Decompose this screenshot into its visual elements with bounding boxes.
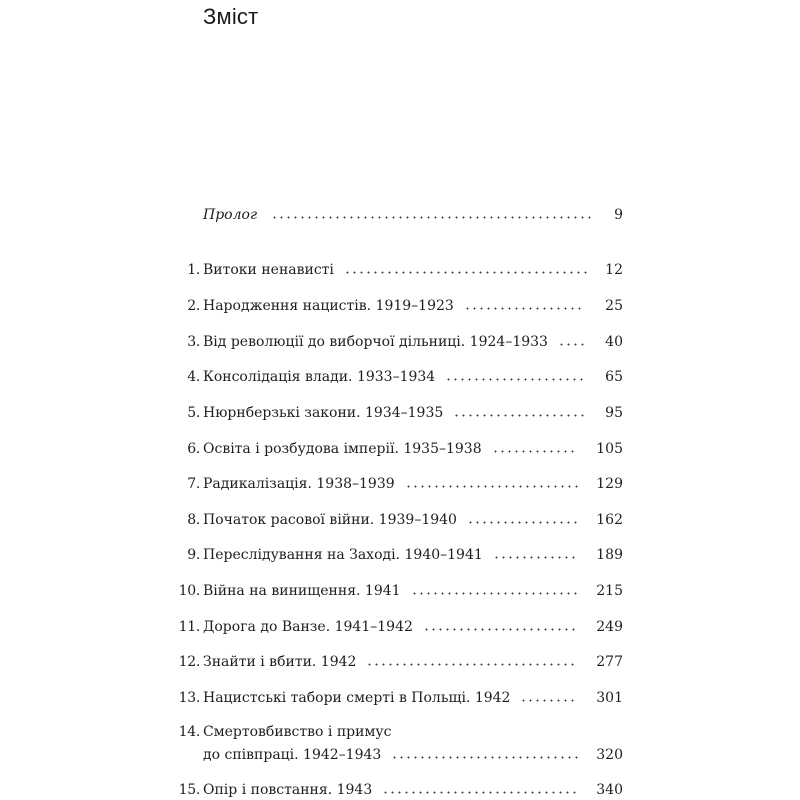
dot-leader — [405, 485, 580, 488]
dot-leader — [423, 628, 577, 631]
toc-entry-line — [203, 332, 623, 352]
toc-entry-title: Радикалізація. 1938–1939 — [203, 476, 395, 492]
dot-leader — [520, 699, 576, 702]
toc-entry-page: 129 — [596, 476, 623, 492]
toc-entry-page: 301 — [596, 690, 623, 706]
dot-leader — [344, 271, 589, 274]
dot-leader — [464, 307, 583, 310]
toc-entry-number: 12. — [178, 654, 200, 670]
toc-entry-page: 9 — [614, 207, 623, 223]
toc-entry-number: 5. — [187, 405, 200, 421]
dot-leader — [391, 756, 580, 759]
toc-entry-title: Нацистські табори смерті в Польщі. 1942 — [203, 690, 511, 706]
toc-entry-line — [203, 474, 623, 494]
dot-leader — [492, 450, 576, 453]
dot-leader — [467, 521, 579, 524]
toc-entry-page: 105 — [596, 441, 623, 457]
toc-entry-line — [203, 545, 623, 565]
toc-entry-number: 10. — [178, 583, 200, 599]
toc-entry-line — [203, 296, 623, 316]
toc-entry-title: Війна на винищення. 1941 — [203, 583, 401, 599]
toc-entry-title: Консолідація влади. 1933–1934 — [203, 369, 436, 385]
toc-entry-title: Освіта і розбудова імперії. 1935–1938 — [203, 441, 482, 457]
toc-entry-title: Нюрнберзькі закони. 1934–1935 — [203, 405, 444, 421]
dot-leader — [453, 414, 586, 417]
toc-entry-page: 12 — [605, 262, 623, 278]
toc-entry-page: 277 — [596, 654, 623, 670]
toc-entry-line-2 — [203, 745, 623, 765]
toc-entry-page: 249 — [596, 619, 623, 635]
toc-entry-page: 189 — [596, 547, 623, 563]
toc-entry-title: Смертовбивство і примус — [203, 724, 392, 740]
toc-entry-title: Пролог — [203, 207, 258, 223]
toc-entry-number: 11. — [178, 619, 200, 635]
dot-leader — [445, 378, 585, 381]
toc-entry-line — [203, 510, 623, 530]
toc-entry-page: 340 — [596, 782, 623, 798]
toc-entry-number: 9. — [187, 547, 200, 563]
toc-entry-number: 15. — [178, 782, 200, 798]
toc-entry-number: 3. — [187, 334, 200, 350]
toc-entry-title: Переслідування на Заході. 1940–1941 — [203, 547, 483, 563]
toc-entry-line — [203, 260, 623, 280]
dot-leader — [366, 663, 576, 666]
dot-leader — [382, 791, 578, 794]
toc-entry-number: 6. — [187, 441, 200, 457]
toc-entry-line — [203, 439, 623, 459]
page-title: Зміст — [203, 4, 259, 29]
toc-entry-title: Початок расової війни. 1939–1940 — [203, 512, 457, 528]
toc-entry-title: Від революції до виборчої дільниці. 1924–1933 — [203, 334, 548, 350]
toc-entry-line — [203, 205, 623, 225]
toc-entry-title: Витоки ненависті — [203, 262, 334, 278]
toc-entry-title: Знайти і вбити. 1942 — [203, 654, 357, 670]
toc-entry-line — [203, 367, 623, 387]
toc-entry-number: 8. — [187, 512, 200, 528]
toc-entry-number: 7. — [187, 476, 200, 492]
toc-entry-line — [203, 780, 623, 800]
toc-entry-line — [203, 722, 623, 742]
toc-entry-number: 13. — [178, 690, 200, 706]
toc-entry-line — [203, 403, 623, 423]
toc-entry-page: 95 — [605, 405, 623, 421]
toc-entry-page: 65 — [605, 369, 623, 385]
toc-entry-line — [203, 617, 623, 637]
toc-entry-page: 162 — [596, 512, 623, 528]
toc-entry-number: 2. — [187, 298, 200, 314]
dot-leader — [493, 556, 577, 559]
toc-entry-title-continued: до співпраці. 1942–1943 — [203, 747, 382, 763]
dot-leader — [271, 216, 593, 219]
toc-entry-line — [203, 688, 623, 708]
toc-entry-page: 25 — [605, 298, 623, 314]
toc-entry-page: 215 — [596, 583, 623, 599]
toc-entry-title: Дорога до Ванзе. 1941–1942 — [203, 619, 413, 635]
toc-entry-page: 320 — [596, 747, 623, 763]
toc-entry-line — [203, 581, 623, 601]
dot-leader — [411, 592, 579, 595]
dot-leader — [558, 343, 586, 346]
toc-entry-line — [203, 652, 623, 672]
toc-entry-page: 40 — [605, 334, 623, 350]
toc-entry-title: Опір і повстання. 1943 — [203, 782, 373, 798]
toc-entry-number: 14. — [178, 724, 200, 740]
toc-entry-number: 1. — [187, 262, 200, 278]
toc-entry-number: 4. — [187, 369, 200, 385]
toc-entry-title: Народження нацистів. 1919–1923 — [203, 298, 454, 314]
